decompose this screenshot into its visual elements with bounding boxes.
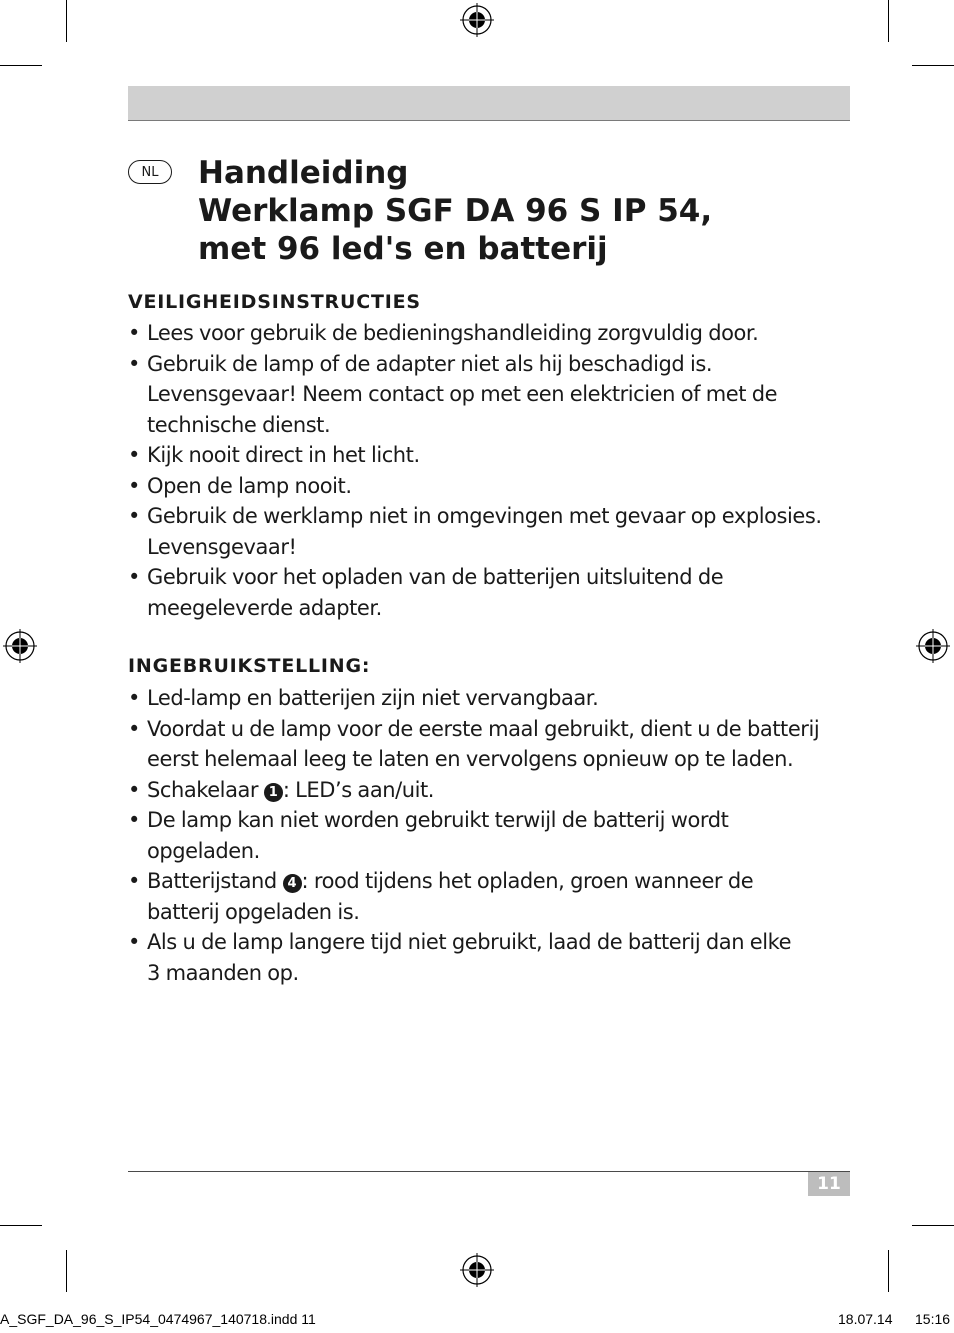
- registration-mark-left-icon: [3, 629, 37, 663]
- crop-mark-top-right: [888, 0, 889, 42]
- crop-mark-top-left-h: [0, 65, 42, 66]
- list-item: • Open de lamp nooit.: [128, 471, 854, 502]
- list-item-text: Batterijstand: [147, 869, 283, 893]
- crop-mark-top-right-h: [912, 65, 954, 66]
- list-item-text: Schakelaar: [147, 777, 264, 802]
- list-item: • De lamp kan niet worden gebruikt terwijl de batterij wordt opgeladen.: [128, 805, 854, 866]
- usage-list: [128, 683, 854, 988]
- page-number: 11: [808, 1172, 850, 1196]
- registration-mark-bottom-icon: [460, 1253, 494, 1287]
- slug-filename: A_SGF_DA_96_S_IP54_0474967_140718.indd 11: [0, 1311, 316, 1327]
- slug-date: 18.07.14: [838, 1311, 893, 1327]
- list-item: • Als u de lamp langere tijd niet gebruikt, laad de batterij dan elke 3 maanden op.: [128, 927, 854, 988]
- list-item: • Kijk nooit direct in het licht.: [128, 440, 854, 471]
- registration-mark-top-icon: [460, 3, 494, 37]
- footer-rule: [128, 1171, 850, 1172]
- usage-heading: INGEBRUIKSTELLING:: [128, 655, 371, 677]
- crop-mark-bottom-left: [66, 1250, 67, 1292]
- language-badge: NL: [128, 160, 172, 184]
- list-item: • Lees voor gebruik de bedieningshandleiding zorgvuldig door.: [128, 318, 854, 349]
- crop-mark-bottom-right: [888, 1250, 889, 1292]
- crop-mark-bottom-right-h: [912, 1225, 954, 1226]
- safety-heading: VEILIGHEIDSINSTRUCTIES: [128, 291, 421, 313]
- crop-mark-top-left: [66, 0, 67, 42]
- page-title: [198, 154, 712, 268]
- list-item-text: : LED’s aan/uit.: [282, 777, 434, 802]
- registration-mark-right-icon: [916, 629, 950, 663]
- header-band: [128, 86, 850, 121]
- list-item: [128, 866, 854, 927]
- list-item: • Gebruik voor het opladen van de batterijen uitsluitend de meegeleverde adapter.: [128, 562, 854, 623]
- slug-time: 15:16: [915, 1311, 951, 1327]
- list-item: • Gebruik de werklamp niet in omgevingen met gevaar op explosies. Levensgevaar!: [128, 501, 854, 562]
- crop-mark-bottom-left-h: [0, 1225, 42, 1226]
- list-item: • Led-lamp en batterijen zijn niet vervangbaar.: [128, 683, 854, 714]
- list-item: • Gebruik de lamp of de adapter niet als hij beschadigd is. Levensgevaar! Neem contact op met een elektricien of met de technische dienst.: [128, 349, 854, 441]
- title-line: Handleiding: [198, 155, 409, 191]
- list-item: • Voordat u de lamp voor de eerste maal gebruikt, dient u de batterij eerst helemaal leeg te laten en vervolgens opnieuw op te laden.: [128, 714, 854, 775]
- list-item: [128, 775, 854, 806]
- callout-number-icon: 4: [283, 874, 302, 893]
- callout-number-icon: 1: [264, 783, 283, 802]
- safety-list: [128, 318, 854, 623]
- title-line: met 96 led's en batterij: [198, 231, 608, 267]
- title-line: Werklamp SGF DA 96 S IP 54,: [198, 193, 713, 229]
- list-item-text: : rood tijdens het opladen, groen wanneer de batterij opgeladen is.: [147, 869, 754, 924]
